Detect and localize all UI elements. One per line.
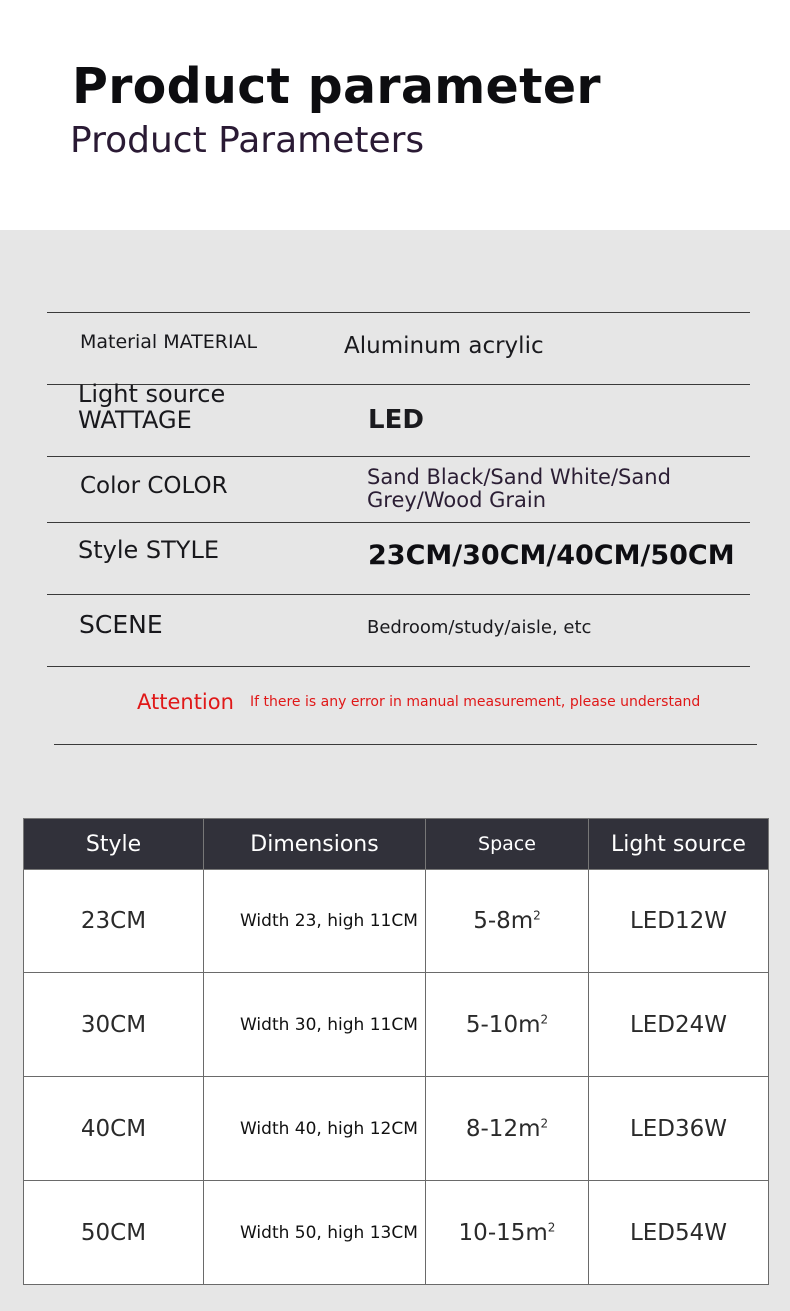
page-subtitle: Product Parameters — [70, 120, 425, 161]
cell-style: 23CM — [24, 870, 204, 973]
area-superscript: 2 — [540, 1011, 549, 1026]
attention-divider — [54, 744, 757, 745]
space-value: 8-12m — [465, 1115, 541, 1142]
param-value-color: Sand Black/Sand White/Sand Grey/Wood Grain — [367, 465, 671, 512]
param-label-wattage: Light source WATTAGE — [78, 380, 226, 434]
param-divider — [47, 522, 750, 523]
param-divider — [47, 594, 750, 595]
param-label-color: Color COLOR — [80, 473, 228, 499]
table-row — [24, 1181, 769, 1285]
area-superscript: 2 — [533, 908, 541, 923]
cell-dimensions: Width 30, high 11CM — [204, 973, 426, 1077]
cell-dimensions: Width 50, high 13CM — [204, 1181, 426, 1285]
column-header-style: Style — [24, 819, 204, 870]
table-header-row — [24, 819, 769, 870]
cell-style: 30CM — [24, 973, 204, 1077]
param-value-style: 23CM/30CM/40CM/50CM — [368, 540, 735, 571]
param-value-material: Aluminum acrylic — [344, 333, 544, 359]
cell-light-source: LED24W — [589, 973, 769, 1077]
param-value-scene: Bedroom/study/aisle, etc — [367, 617, 592, 638]
cell-light-source: LED36W — [589, 1077, 769, 1181]
area-superscript: 2 — [547, 1219, 556, 1234]
column-header-light-source: Light source — [589, 819, 769, 870]
header-section — [0, 0, 790, 230]
cell-space — [426, 973, 589, 1077]
table-row — [24, 870, 769, 973]
cell-space — [426, 870, 589, 973]
param-divider — [47, 456, 750, 457]
cell-style: 50CM — [24, 1181, 204, 1285]
column-header-space: Space — [426, 819, 589, 870]
attention-note: If there is any error in manual measurement, please understand — [250, 694, 701, 710]
cell-light-source: LED12W — [589, 870, 769, 973]
param-label-scene: SCENE — [79, 610, 163, 639]
param-divider — [47, 312, 750, 313]
cell-style: 40CM — [24, 1077, 204, 1181]
spec-table — [23, 818, 769, 1285]
cell-space — [426, 1077, 589, 1181]
area-superscript: 2 — [540, 1115, 549, 1130]
param-label-material: Material MATERIAL — [80, 331, 258, 353]
table-row — [24, 973, 769, 1077]
param-value-wattage: LED — [368, 405, 424, 435]
cell-dimensions: Width 40, high 12CM — [204, 1077, 426, 1181]
table-row — [24, 1077, 769, 1181]
space-value: 5-8m — [473, 908, 534, 934]
page-title: Product parameter — [72, 58, 601, 115]
cell-light-source: LED54W — [589, 1181, 769, 1285]
attention-label: Attention — [137, 690, 234, 714]
space-value: 10-15m — [458, 1219, 548, 1246]
param-divider — [47, 666, 750, 667]
cell-space — [426, 1181, 589, 1285]
cell-dimensions: Width 23, high 11CM — [204, 870, 426, 973]
param-label-style: Style STYLE — [78, 536, 219, 564]
column-header-dimensions: Dimensions — [204, 819, 426, 870]
space-value: 5-10m — [465, 1011, 541, 1038]
